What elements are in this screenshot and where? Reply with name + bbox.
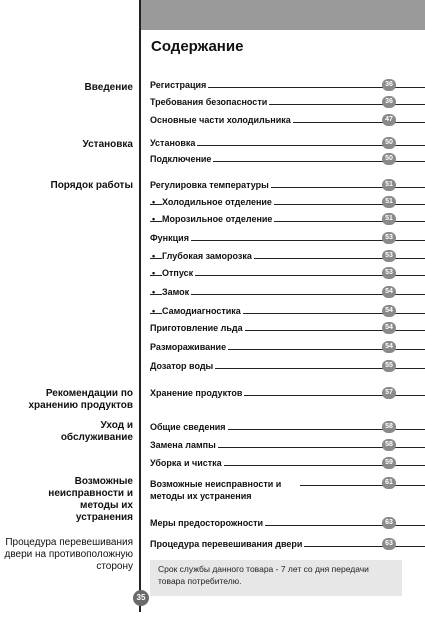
page-badge: 63 [382, 517, 396, 529]
page-badge: 58 [382, 439, 396, 451]
section-care: Уход и обслуживание [60, 420, 133, 443]
page-badge: 54 [382, 305, 396, 317]
page-badge: 36 [382, 79, 396, 91]
page-badge: 54 [382, 322, 396, 334]
page-badge: 51 [382, 213, 396, 225]
page-badge: 53 [382, 250, 396, 262]
toc-label: • Холодильное отделение [162, 197, 274, 207]
toc-label: Процедура перевешивания двери [150, 539, 303, 549]
leader-line [300, 485, 425, 486]
page-badge: 53 [382, 232, 396, 244]
page-badge: 36 [382, 96, 396, 108]
page-badge: 51 [382, 196, 396, 208]
toc-label: Хранение продуктов [150, 388, 243, 398]
toc-label: Приготовление льда [150, 323, 243, 333]
page-badge: 54 [382, 341, 396, 353]
toc-label: Установка [150, 138, 196, 148]
toc-subentry[interactable] [150, 197, 425, 209]
toc-subentry[interactable] [150, 287, 425, 299]
toc-entry[interactable] [150, 323, 425, 335]
toc-entry[interactable] [150, 361, 425, 373]
toc-subentry[interactable] [150, 214, 425, 226]
toc-entry[interactable] [150, 233, 425, 245]
toc-entry[interactable] [150, 388, 425, 400]
toc-label: Размораживание [150, 342, 227, 352]
toc-label: Регулировка температуры [150, 180, 269, 190]
page-badge: 51 [382, 179, 396, 191]
header-bar [140, 0, 425, 30]
service-life-note: Срок службы данного товара - 7 лет со дня передачи товара потребителю. [150, 560, 402, 596]
toc-subentry[interactable] [150, 268, 425, 280]
page-badge: 63 [382, 538, 396, 550]
toc-subentry[interactable] [150, 251, 425, 263]
toc-entry[interactable] [150, 342, 425, 354]
toc-label: Функция [150, 233, 189, 243]
page-badge: 57 [382, 387, 396, 399]
toc-label: Подключение [150, 154, 212, 164]
toc-label: Меры предосторожности [150, 518, 264, 528]
section-door-reversal: Процедура перевешивания двери на противоположную сторону [4, 537, 133, 572]
page-badge: 59 [382, 457, 396, 469]
page-badge: 61 [382, 477, 396, 489]
section-troubleshooting: Возможные неисправности и методы их устранения [48, 476, 133, 523]
toc-entry[interactable] [150, 115, 425, 127]
toc-entry[interactable] [150, 154, 425, 166]
page-number: 35 [133, 590, 149, 606]
toc-label: • Замок [162, 287, 191, 297]
toc-entry[interactable] [150, 458, 425, 470]
toc-label: Дозатор воды [150, 361, 214, 371]
section-operation: Порядок работы [50, 180, 133, 191]
page-badge: 47 [382, 114, 396, 126]
toc-label: Общие сведения [150, 422, 226, 432]
column-divider [139, 0, 141, 612]
toc-entry[interactable] [150, 180, 425, 192]
page-badge: 54 [382, 286, 396, 298]
toc-label: Возможные неисправности и методы их устранения [150, 478, 300, 502]
toc-label: Уборка и чистка [150, 458, 222, 468]
page-badge: 53 [382, 267, 396, 279]
page-badge: 55 [382, 360, 396, 372]
toc-entry[interactable] [150, 138, 425, 150]
toc-label: • Отпуск [162, 268, 195, 278]
toc-entry[interactable] [150, 80, 425, 92]
toc-label: Требования безопасности [150, 97, 268, 107]
toc-label: • Глубокая заморозка [162, 251, 254, 261]
toc-label: Регистрация [150, 80, 207, 90]
page-badge: 58 [382, 421, 396, 433]
toc-entry[interactable] [150, 478, 425, 502]
page-badge: 50 [382, 137, 396, 149]
toc-label: • Самодиагностика [162, 306, 243, 316]
section-installation: Установка [82, 139, 133, 150]
page-badge: 50 [382, 153, 396, 165]
section-introduction: Введение [84, 82, 133, 93]
toc-label: Основные части холодильника [150, 115, 291, 125]
page-title: Содержание [151, 38, 244, 55]
toc-entry[interactable] [150, 440, 425, 452]
toc-entry[interactable] [150, 539, 425, 551]
toc-subentry[interactable] [150, 306, 425, 318]
toc-entry[interactable] [150, 422, 425, 434]
toc-label: • Морозильное отделение [162, 214, 274, 224]
section-food-storage: Рекомендации по хранению продуктов [28, 388, 133, 411]
toc-entry[interactable] [150, 518, 425, 530]
toc-label: Замена лампы [150, 440, 216, 450]
toc-entry[interactable] [150, 97, 425, 109]
